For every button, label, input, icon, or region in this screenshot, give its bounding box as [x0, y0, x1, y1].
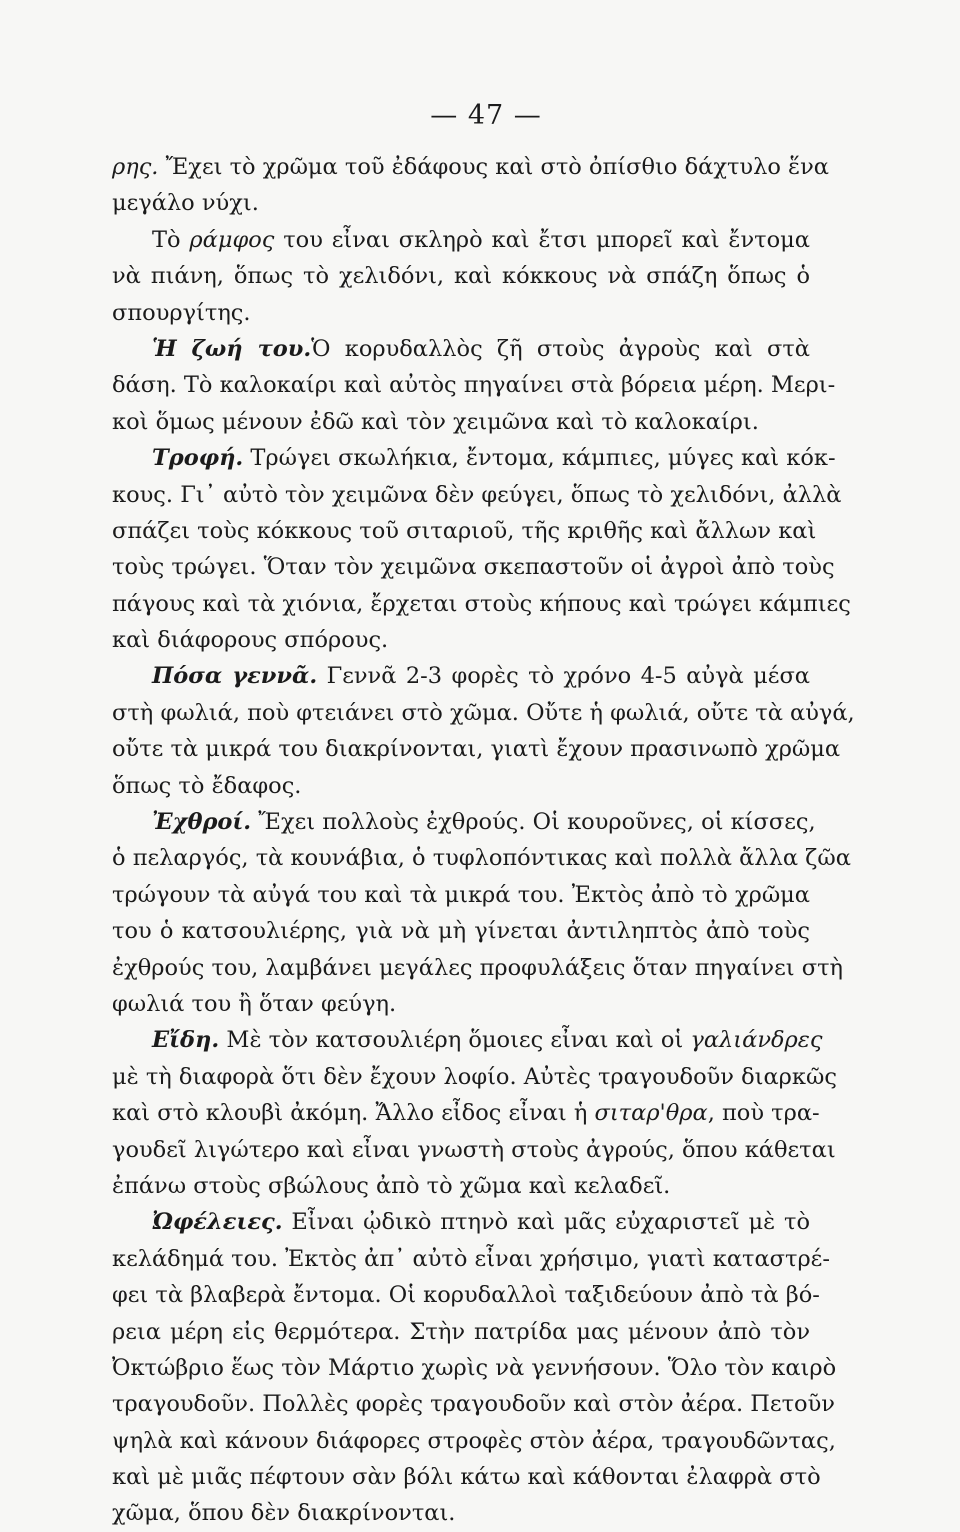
line-text: καὶ μὲ μιᾶς πέφτουν σὰν βόλι κάτω καὶ κάθονται ἐλαφρὰ στὸ: [112, 1464, 821, 1491]
text-line: [112, 1459, 821, 1495]
page-number: — 47 —: [430, 100, 542, 131]
line-text: σπάζει τοὺς κόκκους τοῦ σιταριοῦ, τῆς κριθῆς καὶ ἄλλων καὶ: [112, 517, 817, 544]
text-line: [112, 1277, 820, 1313]
text-line: [112, 1350, 837, 1386]
line-text: Τρώγει σκωλήκια, ἔντομα, κάμπιες, μύγες καὶ κόκ-: [243, 445, 836, 472]
line-text: νὰ πιάνη, ὅπως τὸ χελιδόνι, καὶ κόκκους νὰ σπάζη ὅπως ὁ: [112, 263, 810, 290]
text-line: [112, 1022, 823, 1058]
text-line: [112, 1059, 837, 1095]
line-text: ἐπάνω στοὺς σβώλους ἀπὸ τὸ χῶμα καὶ κελαδεῖ.: [112, 1172, 671, 1199]
text-line: [112, 1495, 810, 1531]
text-line: [112, 695, 855, 731]
section-heading: Πόσα γεννᾶ.: [152, 663, 318, 690]
text-line: [112, 840, 851, 876]
section-heading: Ἡ ζωή του.: [152, 335, 312, 362]
text-line: [112, 1423, 836, 1459]
section-heading: Τροφή.: [152, 445, 244, 472]
italic-term: γαλιάνδρες: [690, 1027, 823, 1054]
text-line: [112, 258, 810, 294]
line-text: καὶ διάφορους σπόρους.: [112, 627, 389, 654]
line-text: ὅπως τὸ ἔδαφος.: [112, 772, 302, 799]
line-text: τρώγουν τὰ αὐγά του καὶ τὰ μικρά του. Ἐκτὸς ἀπὸ τὸ χρῶμα: [112, 881, 810, 908]
line-text: Γεννᾶ 2-3 φορὲς τὸ χρόνο 4-5 αὐγὰ μέσα: [317, 663, 811, 690]
text-line: [112, 1314, 810, 1350]
text-line: [112, 877, 810, 913]
line-text: ὁ πελαργός, τὰ κουνάβια, ὁ τυφλοπόντικας καὶ πολλὰ ἄλλα ζῶα: [112, 845, 851, 872]
section-heading: Ὠφέλειες.: [152, 1209, 283, 1236]
text-line: [112, 331, 810, 367]
body-text: [112, 149, 855, 1532]
line-text: φωλιά του ἢ ὅταν φεύγη.: [112, 990, 397, 1017]
italic-term: σιταρ'θρα: [594, 1100, 708, 1127]
text-line: [112, 768, 810, 804]
text-line: [112, 185, 810, 221]
text-line: [112, 986, 810, 1022]
text-line: [112, 222, 810, 258]
line-text: μεγάλο νύχι.: [112, 190, 259, 217]
line-text: κοὶ ὅμως μένουν ἐδῶ καὶ τὸν χειμῶνα καὶ τὸ καλοκαίρι.: [112, 408, 759, 435]
text-line: [112, 1386, 835, 1422]
line-text: μὲ τὴ διαφορὰ ὅτι δὲν ἔχουν λοφίο. Αὐτὲς τραγουδοῦν διαρκῶς: [112, 1063, 837, 1090]
text-line: [112, 1241, 830, 1277]
line-text: Εἶναι ᾠδικὸ πτηνὸ καὶ μᾶς εὐχαριστεῖ μὲ τὸ: [282, 1209, 810, 1236]
line-text: κους. Γι᾽ αὐτὸ τὸν χειμῶνα δὲν φεύγει, ὅπως τὸ χελιδόνι, ἀλλὰ: [112, 481, 842, 508]
text-line: [112, 658, 810, 694]
line-text: Ὀκτώβριο ἕως τὸν Μάρτιο χωρὶς νὰ γεννήσουν. Ὅλο τὸν καιρὸ: [112, 1354, 837, 1381]
line-text: τραγουδοῦν. Πολλὲς φορὲς τραγουδοῦν καὶ στὸν ἀέρα. Πετοῦν: [112, 1391, 835, 1418]
line-tail: , ποὺ τρα-: [707, 1100, 820, 1127]
line-text: φει τὰ βλαβερὰ ἔντομα. Οἱ κορυδαλλοὶ ταξιδεύουν ἀπὸ τὰ βό-: [112, 1282, 820, 1309]
line-text: δάση. Τὸ καλοκαίρι καὶ αὐτὸς πηγαίνει στὰ βόρεια μέρη. Μερι-: [112, 372, 836, 399]
line-text: του ὁ κατσουλιέρης, γιὰ νὰ μὴ γίνεται ἀντιληπτὸς ἀπὸ τοὺς: [112, 918, 810, 945]
text-line: [112, 440, 836, 476]
line-text: ἐχθρούς του, λαμβάνει μεγάλες προφυλάξεις ὅταν πηγαίνει στὴ: [112, 954, 844, 981]
line-text: Ἔχει τὸ χρῶμα τοῦ ἐδάφους καὶ στὸ ὀπίσθιο δάχτυλο ἕνα: [158, 154, 829, 180]
line-text: στὴ φωλιά, ποὺ φτειάνει στὸ χῶμα. Οὔτε ἡ φωλιά, οὔτε τὰ αὐγά,: [112, 699, 855, 726]
text-line: [112, 1132, 836, 1168]
text-line: [112, 513, 817, 549]
line-text: γουδεῖ λιγώτερο καὶ εἶναι γνωστὴ στοὺς ἀγρούς, ὅπου κάθεται: [112, 1136, 836, 1163]
line-text: τοὺς τρώγει. Ὅταν τὸν χειμῶνα σκεπαστοῦν οἱ ἀγροὶ ἀπὸ τοὺς: [112, 554, 835, 581]
text-line: [112, 367, 836, 403]
line-text: κελάδημά του. Ἐκτὸς ἀπ᾽ αὐτὸ εἶναι χρήσιμο, γιατὶ καταστρέ-: [112, 1245, 830, 1272]
text-line: [112, 1168, 810, 1204]
text-line: [112, 731, 841, 767]
line-tail: του εἶναι σκληρὸ καὶ ἔτσι μπορεῖ καὶ ἔντομα: [274, 226, 810, 253]
text-line: [112, 1204, 810, 1240]
line-text: χῶμα, ὅπου δὲν διακρίνονται.: [112, 1500, 456, 1527]
section-heading: Εἴδη.: [152, 1027, 220, 1054]
text-line: [112, 1095, 820, 1131]
text-line: [112, 149, 829, 185]
text-line: [112, 477, 842, 513]
italic-term: ράμφος: [189, 226, 275, 253]
text-line: [112, 295, 810, 331]
line-text: Ἔχει πολλοὺς ἐχθρούς. Οἱ κουροῦνες, οἱ κίσσες,: [251, 809, 816, 836]
line-text: καὶ στὸ κλουβὶ ἀκόμη. Ἄλλο εἶδος εἶναι ἡ: [112, 1100, 595, 1127]
italic-fragment: ρης.: [112, 154, 159, 180]
line-text: σπουργίτης.: [112, 299, 251, 326]
text-line: [112, 913, 810, 949]
line-text: Ὁ κορυδαλλὸς ζῆ στοὺς ἀγροὺς καὶ στὰ: [311, 335, 810, 362]
section-heading: Ἐχθροί.: [152, 809, 252, 836]
line-text: ψηλὰ καὶ κάνουν διάφορες στροφὲς στὸν ἀέρα, τραγουδῶντας,: [112, 1427, 836, 1454]
line-text: οὔτε τὰ μικρά του διακρίνονται, γιατὶ ἔχουν πρασινωπὸ χρῶμα: [112, 736, 841, 763]
text-line: [112, 586, 851, 622]
line-text: Τὸ: [152, 226, 190, 253]
text-line: [112, 950, 844, 986]
text-line: [112, 549, 835, 585]
text-line: [112, 404, 810, 440]
line-text: ρεια μέρη εἰς θερμότερα. Στὴν πατρίδα μας μένουν ἀπὸ τὸν: [112, 1318, 810, 1345]
line-text: πάγους καὶ τὰ χιόνια, ἔρχεται στοὺς κήπους καὶ τρώγει κάμπιες: [112, 590, 851, 617]
text-line: [112, 804, 816, 840]
line-text: Μὲ τὸν κατσουλιέρη ὅμοιες εἶναι καὶ οἱ: [219, 1027, 691, 1054]
text-line: [112, 622, 810, 658]
